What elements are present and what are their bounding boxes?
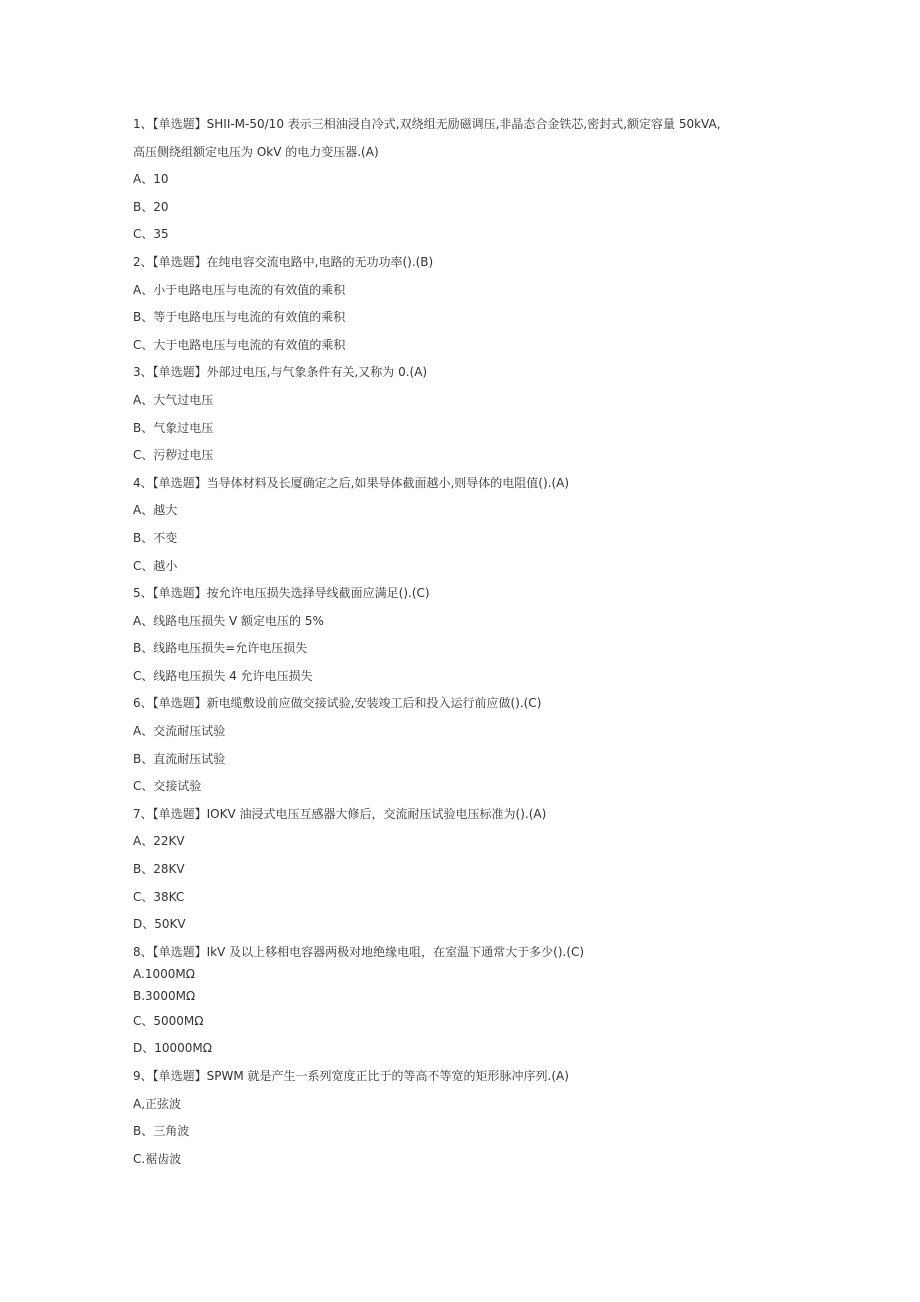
question-9-option-a: A,正弦波 — [133, 1096, 182, 1111]
question-5-option-a: A、线路电压损失 V 额定电压的 5% — [133, 613, 324, 628]
question-8-option-b: B.3000MΩ — [133, 988, 196, 1003]
question-2-stem: 2、【单选题】在纯电容交流电路中,电路的无功功率().(B) — [133, 254, 434, 269]
question-2-option-c: C、大于电路电压与电流的有效值的乘积 — [133, 337, 346, 352]
question-6-stem: 6、【单选题】新电缆敷设前应做交接试验,安装竣工后和投入运行前应做().(C) — [133, 696, 542, 711]
question-3-option-a: A、大气过电压 — [133, 392, 214, 407]
question-5-stem: 5、【单选题】按允许电压损失选择导线截面应满足().(C) — [133, 586, 430, 601]
question-9-stem: 9、【单选题】SPWM 就是产生一系列宽度正比于的等高不等宽的矩形脉冲序列.(A) — [133, 1069, 569, 1083]
question-6-option-b: B、直流耐压试验 — [133, 751, 226, 766]
question-1-stem: 1、【单选题】SHII-M-50/10 表示三相油浸自冷式,双绕组无励磁调压,非晶态合金铁芯,密封式,额定容量 50kVA, — [133, 117, 721, 131]
question-7-option-b: B、28KV — [133, 862, 185, 877]
document-page — [133, 114, 833, 1176]
question-7-option-a: A、22KV — [133, 834, 185, 849]
question-1-stem-continued: 高压侧绕组额定电压为 OkV 的电力变压器.(A) — [133, 144, 379, 159]
question-3-option-c: C、污秽过电压 — [133, 448, 214, 463]
question-1-option-b: B、20 — [133, 199, 169, 214]
question-5-option-c: C、线路电压损失 4 允许电压损失 — [133, 668, 313, 683]
question-4-stem: 4、【单选题】当导体材料及长厦确定之后,如果导体截面越小,则导体的电阻值().(A) — [133, 475, 570, 490]
question-1-option-c: C、35 — [133, 227, 169, 242]
question-9-option-b: B、三角波 — [133, 1124, 190, 1139]
question-5-option-b: B、线路电压损失=允许电压损失 — [133, 641, 308, 656]
question-1-option-a: A、10 — [133, 172, 169, 187]
question-7-option-c: C、38KC — [133, 889, 185, 904]
question-4-option-c: C、越小 — [133, 558, 178, 573]
question-8-stem: 8、【单选题】IkV 及以上移相电容器两极对地绝缘电咀，在室温下通常大于多少().(C) — [133, 944, 585, 959]
question-7-stem: 7、【单选题】IOKV 油浸式电压互感器大修后，交流耐压试验电压标准为().(A) — [133, 806, 547, 821]
question-4-option-b: B、不变 — [133, 530, 178, 545]
question-6-option-c: C、交接试验 — [133, 779, 202, 794]
question-8-option-c: C、5000MΩ — [133, 1013, 204, 1028]
question-8-option-a: A.1000MΩ — [133, 966, 195, 981]
question-9-option-c: C.裾齿波 — [133, 1151, 182, 1166]
question-8-option-d: D、10000MΩ — [133, 1041, 212, 1056]
question-7-option-d: D、50KV — [133, 917, 186, 932]
question-2-option-b: B、等于电路电压与电流的有效值的乘积 — [133, 310, 346, 325]
question-3-stem: 3、【单选题】外部过电压,与气象条件有关,又称为 0.(A) — [133, 365, 428, 380]
question-2-option-a: A、小于电路电压与电流的有效值的乘积 — [133, 282, 346, 297]
question-3-option-b: B、气象过电压 — [133, 420, 214, 435]
question-6-option-a: A、交流耐压试验 — [133, 724, 226, 739]
question-4-option-a: A、越大 — [133, 503, 178, 518]
